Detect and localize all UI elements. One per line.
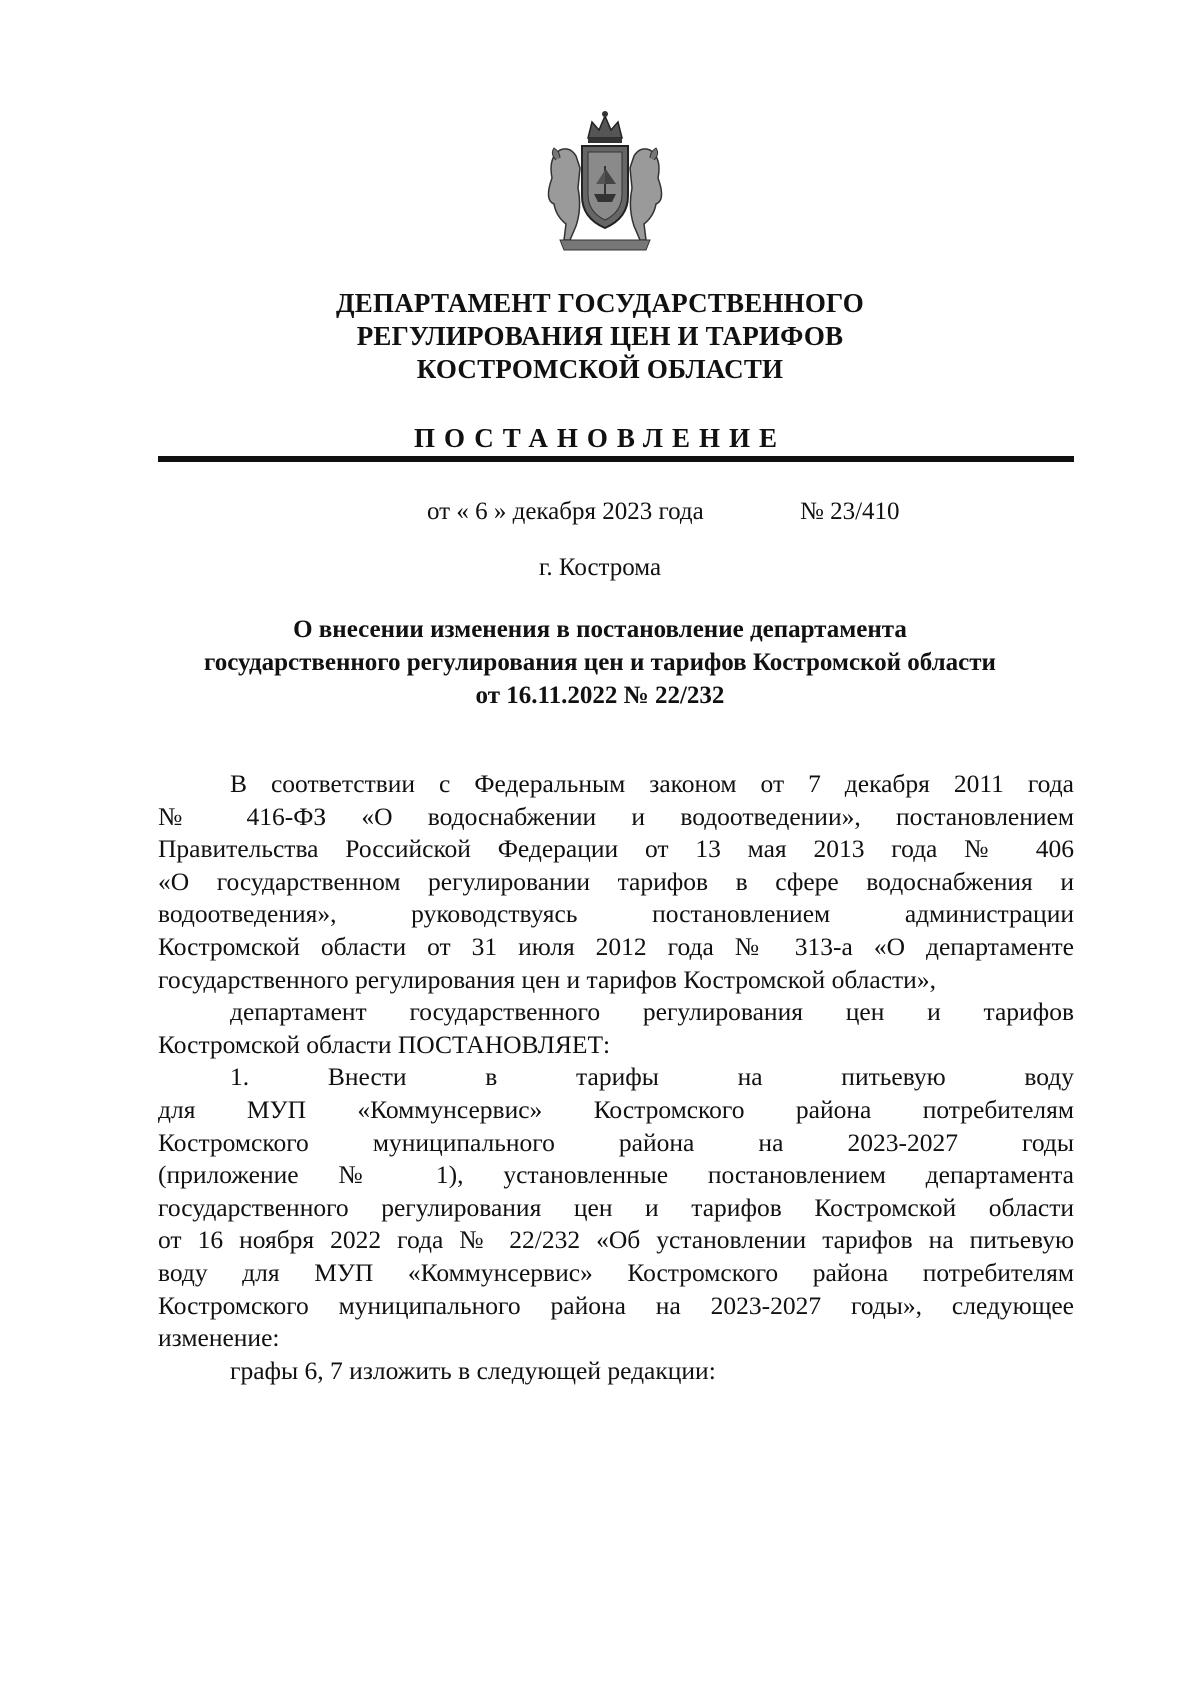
body-line: 1. Внести в тарифы на питьевую воду	[230, 1062, 1074, 1092]
subject-line-3: от 16.11.2022 № 22/232	[475, 682, 725, 709]
subject-line-1: О внесении изменения в постановление департамента	[293, 616, 907, 643]
document-date: от « 6 » декабря 2023 года	[427, 498, 704, 525]
body-line: Костромской области от 31 июля 2012 года № 313-а «О департаменте	[158, 931, 1074, 961]
body-line: № 416-ФЗ «О водоснабжении и водоотведении», постановлением	[158, 801, 1074, 831]
document-city: г. Кострома	[538, 554, 662, 581]
body-line: от 16 ноября 2022 года № 22/232 «Об установлении тарифов на питьевую	[158, 1225, 1074, 1255]
body-line: для МУП «Коммунсервис» Костромского района потребителям	[158, 1094, 1074, 1124]
body-text	[158, 768, 1074, 1387]
body-line: В соответствии с Федеральным законом от 7 декабря 2011 года	[230, 769, 1074, 798]
coat-of-arms-icon	[530, 108, 680, 258]
body-line: воду для МУП «Коммунсервис» Костромского района потребителям	[158, 1257, 1074, 1287]
department-name-line-3: КОСТРОМСКОЙ ОБЛАСТИ	[416, 354, 784, 384]
body-line: изменение:	[158, 1323, 280, 1353]
body-line: графы 6, 7 изложить в следующей редакции:	[230, 1355, 716, 1385]
body-line: «О государственном регулировании тарифов в сфере водоснабжения и	[158, 866, 1074, 896]
body-line: Правительства Российской Федерации от 13 мая 2013 года № 406	[158, 834, 1074, 864]
document-number: № 23/410	[800, 498, 900, 525]
header-divider	[158, 456, 1074, 462]
department-name-line-2: РЕГУЛИРОВАНИЯ ЦЕН И ТАРИФОВ	[356, 321, 844, 351]
body-line: Костромского муниципального района на 2023-2027 годы», следующее	[158, 1290, 1074, 1320]
body-line: департамент государственного регулирования цен и тарифов	[230, 997, 1074, 1027]
department-name-line-1: ДЕПАРТАМЕНТ ГОСУДАРСТВЕННОГО	[336, 288, 864, 318]
body-line: Костромской области ПОСТАНОВЛЯЕТ:	[158, 1029, 611, 1059]
body-line: (приложение № 1), установленные постановлением департамента	[158, 1160, 1074, 1190]
document-type-title: ПОСТАНОВЛЕНИЕ	[413, 423, 787, 453]
body-line: государственного регулирования цен и тарифов Костромской области»,	[158, 964, 936, 994]
body-line: государственного регулирования цен и тарифов Костромской области	[158, 1192, 1074, 1222]
subject-line-2: государственного регулирования цен и тарифов Костромской области	[204, 649, 996, 676]
body-line: водоотведения», руководствуясь постановлением администрации	[158, 899, 1074, 929]
body-line: Костромского муниципального района на 2023-2027 годы	[158, 1127, 1074, 1157]
